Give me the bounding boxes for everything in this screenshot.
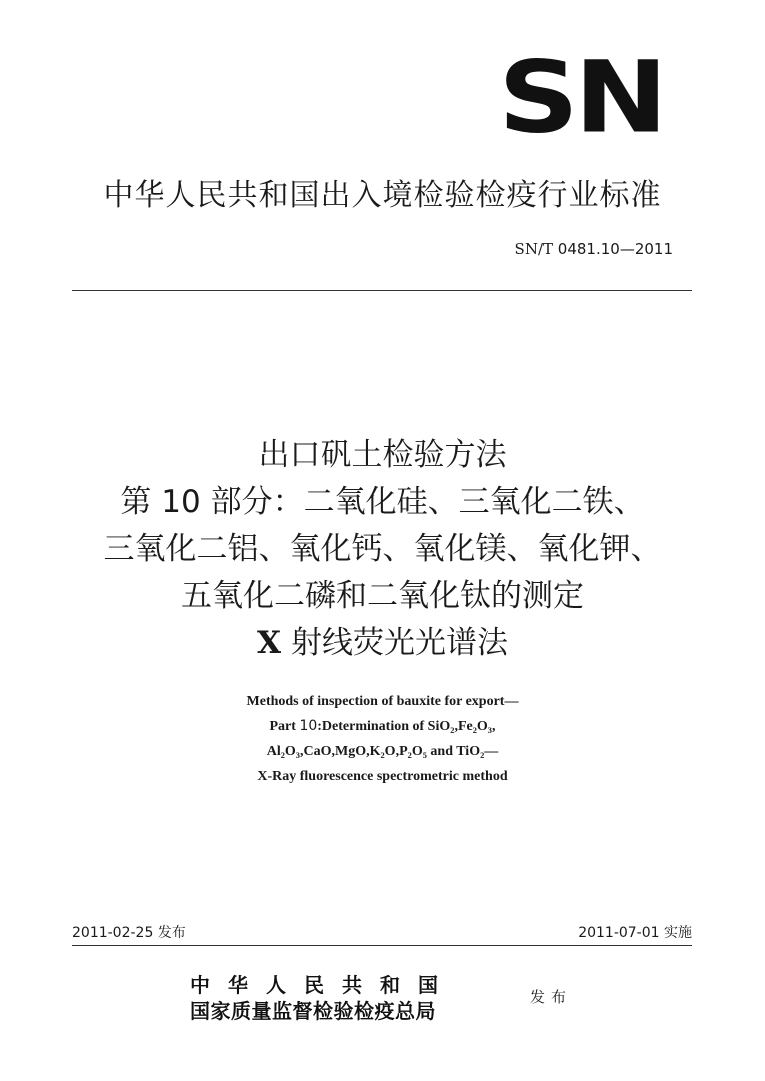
chinese-title [0, 432, 765, 667]
en-title-part-number: 10 [299, 718, 318, 734]
issuing-authority [190, 972, 456, 1024]
issue-date: 2011-02-25 发布 [72, 925, 186, 941]
zh-title-line-1: 出口矾土检验方法 [258, 437, 507, 473]
en-title-line-2 [0, 714, 765, 739]
zh-title-line-4: 五氧化二磷和二氧化钛的测定 [181, 578, 584, 614]
en-title-line-2-a: Part [269, 719, 300, 734]
bottom-divider [72, 945, 692, 946]
en-title-line-2-b: :Determination of SiO₂,Fe₂O₃, [317, 719, 496, 734]
standard-number-prefix: SN/T [514, 240, 554, 258]
en-title-line-1: Methods of inspection of bauxite for export— [246, 694, 519, 709]
zh-title-line-2: 第 10 部分：二氧化硅、三氧化二铁、 [120, 484, 645, 520]
zh-title-line-3: 三氧化二铝、氧化钙、氧化镁、氧化钾、 [103, 531, 662, 567]
en-title-line-3: Al₂O₃,CaO,MgO,K₂O,P₂O₅ and TiO₂— [266, 744, 499, 759]
top-divider [72, 290, 692, 291]
zh-title-line-5-rest: 射线荧光光谱法 [281, 625, 508, 661]
issuer-line-1: 中华人民共和国 [190, 973, 456, 997]
english-title [0, 689, 765, 789]
implementation-date: 2011-07-01 实施 [578, 925, 692, 941]
issuer-line-2: 国家质量监督检验检疫总局 [190, 999, 436, 1023]
standard-number [515, 240, 673, 258]
publish-label: 发布 [530, 988, 573, 1006]
standard-category-title: 中华人民共和国出入境检验检疫行业标准 [103, 178, 662, 213]
standard-number-value: 0481.10—2011 [557, 240, 673, 258]
logo-text: SN [498, 39, 664, 156]
en-title-line-4: X-Ray fluorescence spectrometric method [257, 769, 508, 784]
sn-logo [498, 39, 664, 156]
zh-title-x: X [257, 625, 282, 661]
zh-title-line-5 [0, 620, 765, 667]
